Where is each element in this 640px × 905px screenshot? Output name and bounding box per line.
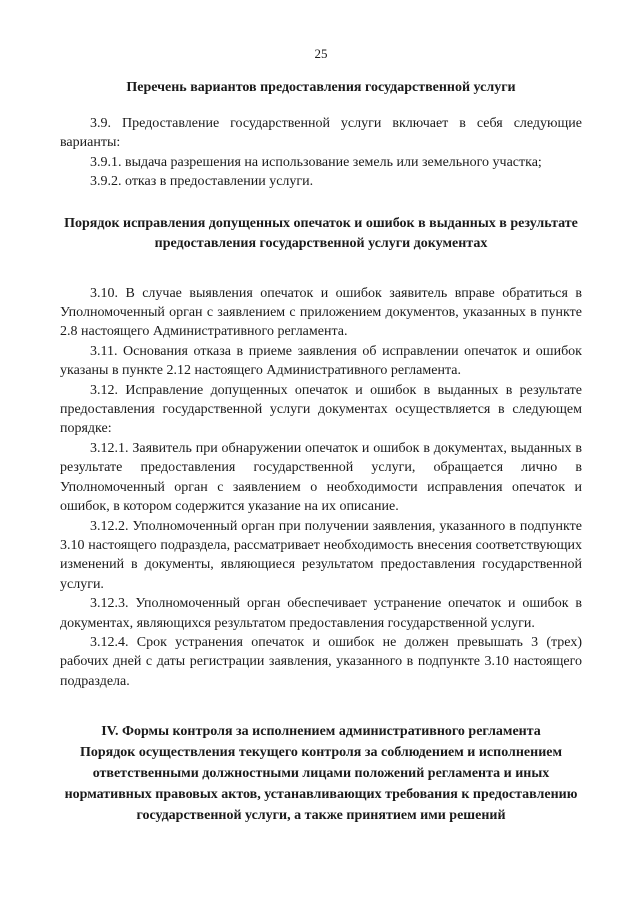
section-heading-error-correction: Порядок исправления допущенных опечаток и ошибок в выданных в результате предоставления государственной услуги документах	[64, 215, 578, 251]
paragraph-3-12-1: 3.12.1. Заявитель при обнаружении опечаток и ошибок в документах, выданных в результате предоставления государственной услуги, обращается лично в Уполномоченный орган с заявлением о необходимости исправления опечаток и ошибок, в котором содержится указание на их описание.	[60, 440, 582, 515]
section-heading-current-control: Порядок осуществления текущего контроля за соблюдением и исполнением ответственными должностными лицами положений регламента и иных нормативных правовых актов, устанавливающих требования к предоставлению государственной услуги, а также принятием ими решений	[64, 745, 578, 824]
section-heading-service-variants: Перечень вариантов предоставления государственной услуги	[126, 80, 516, 95]
paragraph-3-10: 3.10. В случае выявления опечаток и ошибок заявитель вправе обратиться в Уполномоченный орган с заявлением с приложением документов, указанных в пункте 2.8 настоящего Административного регламента.	[60, 285, 582, 340]
paragraph-3-12-2: 3.12.2. Уполномоченный орган при получении заявления, указанного в подпункте 3.10 настоящего подраздела, рассматривает необходимость внесения соответствующих изменений в документы, являющиеся результатом предоставления государственной услуги.	[60, 518, 582, 592]
paragraph-3-9: 3.9. Предоставление государственной услуги включает в себя следующие варианты:	[60, 116, 582, 151]
paragraph-3-12-3: 3.12.3. Уполномоченный орган обеспечивает устранение опечаток и ошибок в документах, являющихся результатом предоставления государственной услуги.	[60, 596, 582, 631]
paragraph-3-12-4: 3.12.4. Срок устранения опечаток и ошибок не должен превышать 3 (трех) рабочих дней с даты регистрации заявления, указанного в подпункте 3.10 настоящего подраздела.	[60, 634, 582, 689]
paragraph-3-12: 3.12. Исправление допущенных опечаток и ошибок в выданных в результате предоставления государственной услуги документах осуществляется в следующем порядке:	[60, 382, 582, 437]
paragraph-3-9-1: 3.9.1. выдача разрешения на использование земель или земельного участка;	[90, 154, 542, 170]
paragraph-3-11: 3.11. Основания отказа в приеме заявления об исправлении опечаток и ошибок указаны в пункте 2.12 настоящего Административного регламента.	[60, 343, 582, 379]
chapter-heading-control-forms: IV. Формы контроля за исполнением административного регламента	[101, 724, 541, 740]
page-number: 25	[314, 46, 328, 61]
paragraph-3-9-2: 3.9.2. отказ в предоставлении услуги.	[90, 174, 314, 190]
